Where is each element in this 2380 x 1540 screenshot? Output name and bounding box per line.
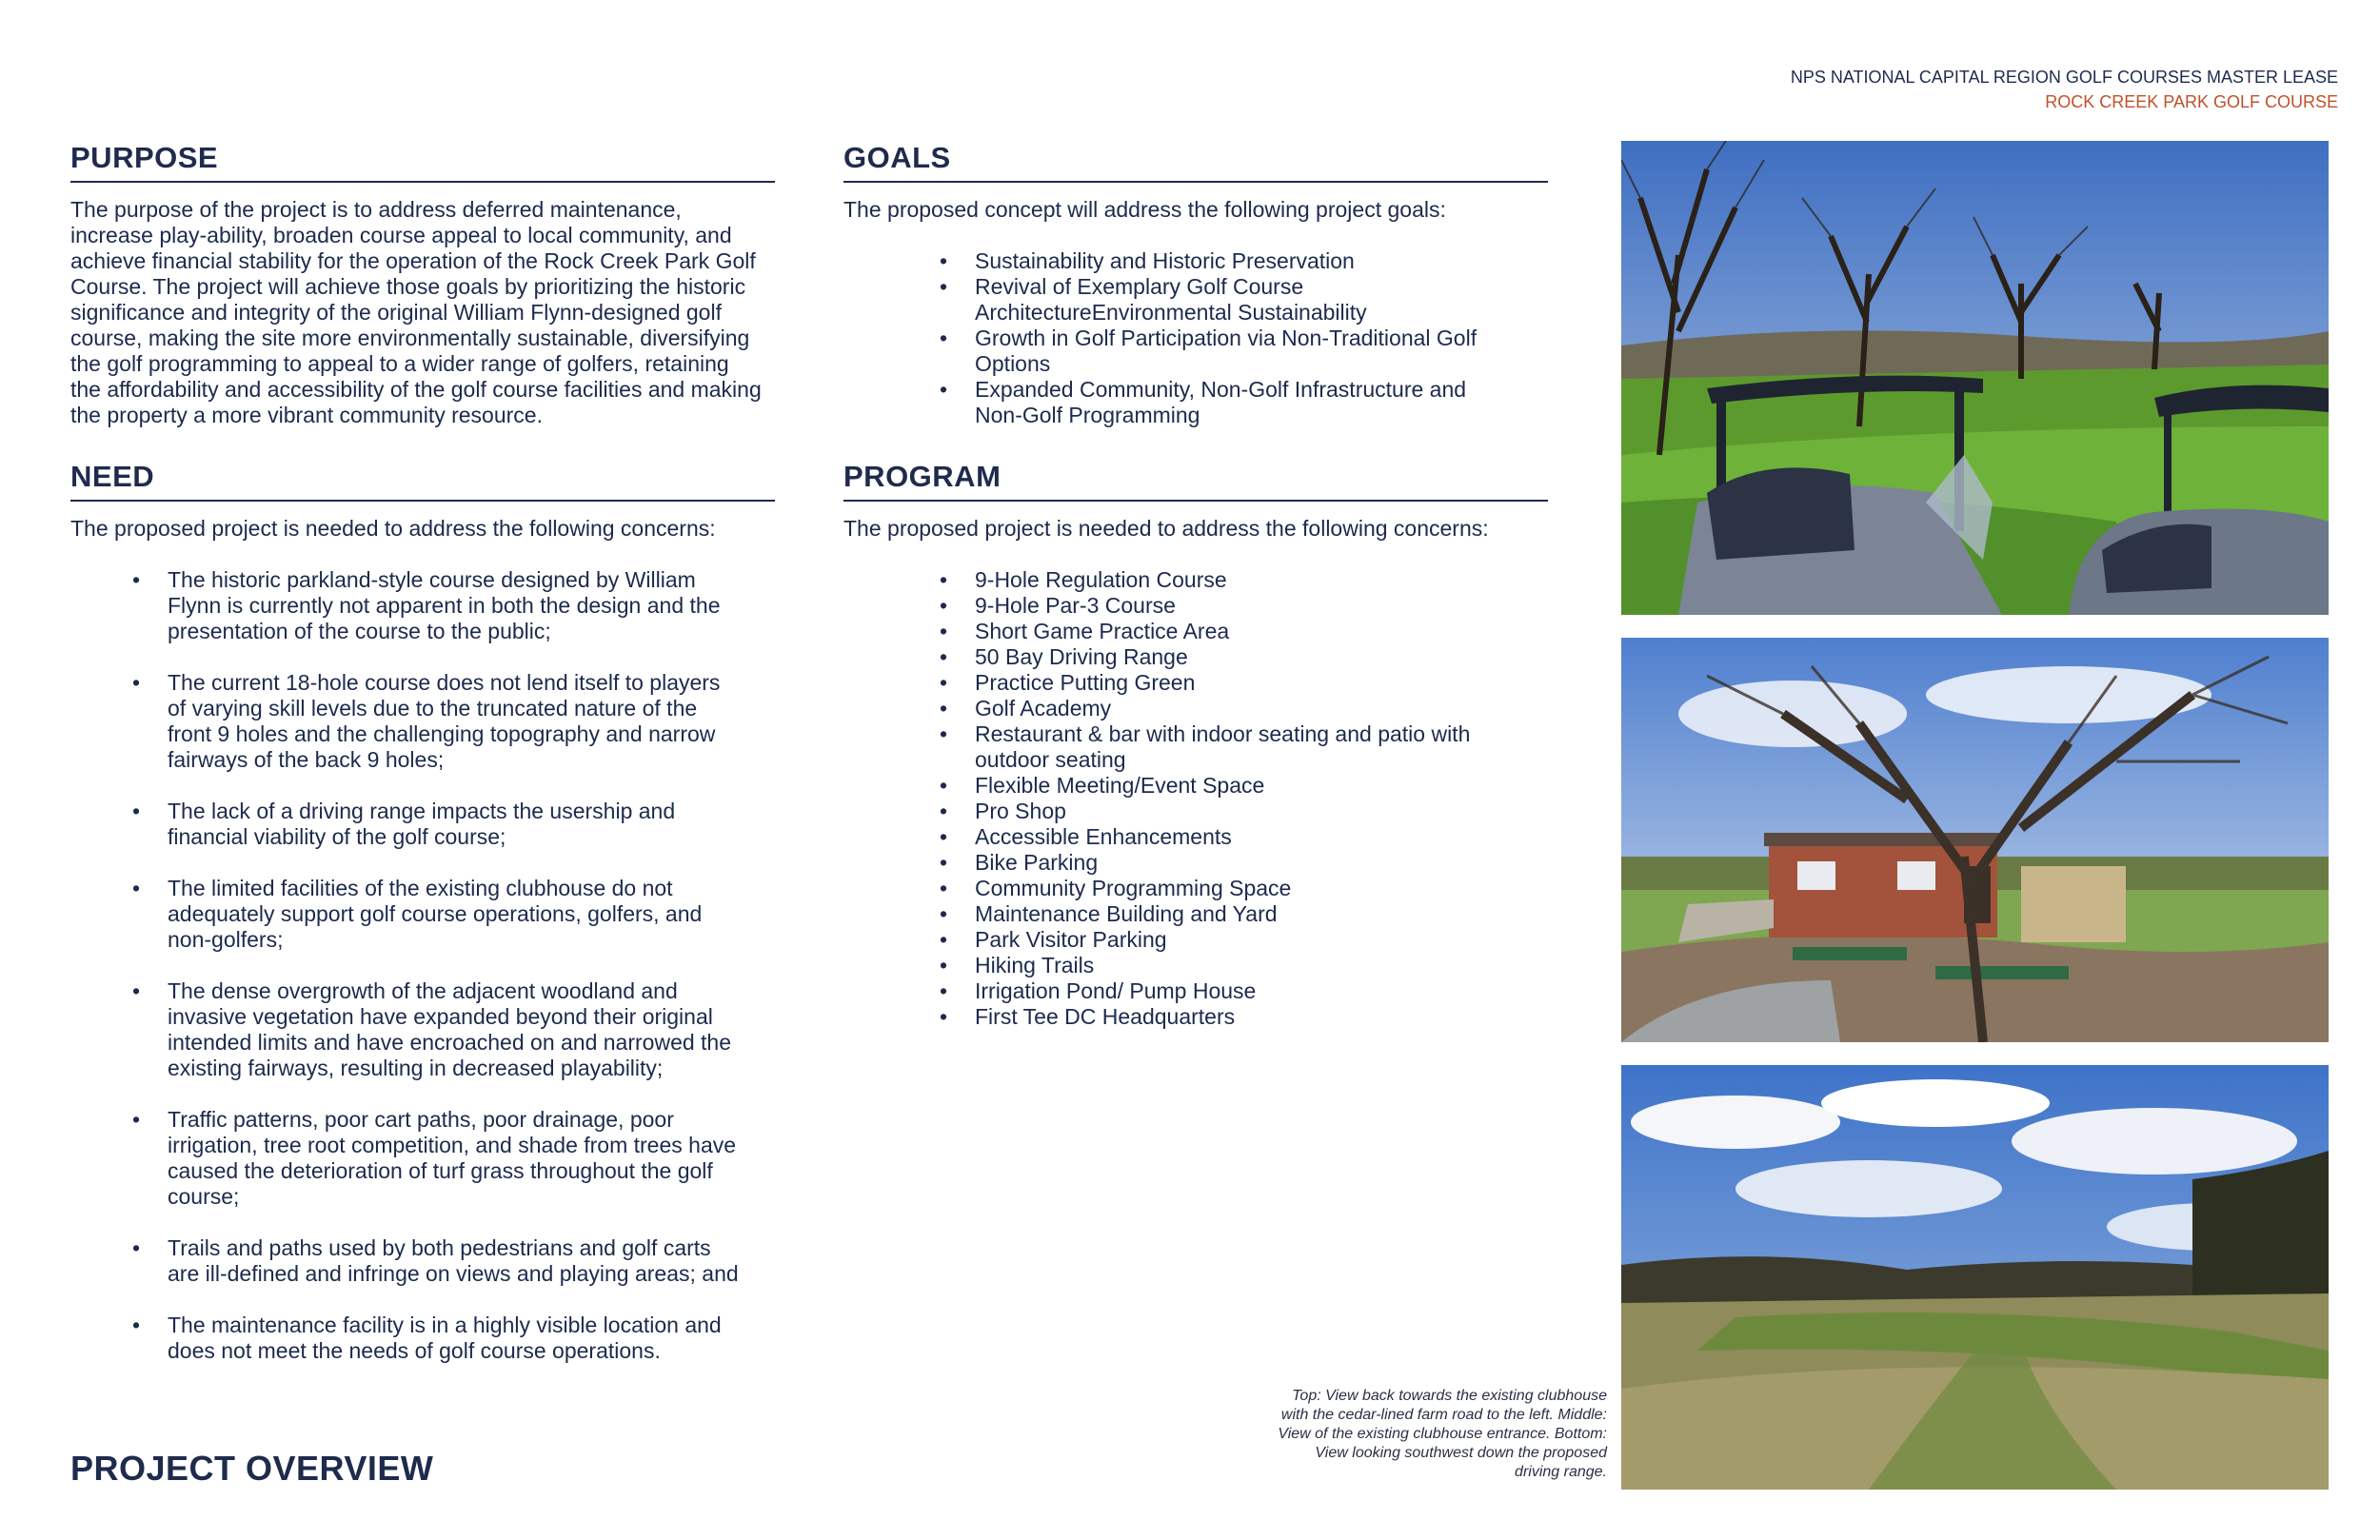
list-item: • Sustainability and Historic Preservation xyxy=(940,248,1511,274)
page-title: PROJECT OVERVIEW xyxy=(70,1449,434,1488)
list-item: • Flexible Meeting/Event Space xyxy=(940,773,1492,799)
header-line-2: ROCK CREEK PARK GOLF COURSE xyxy=(2045,92,2338,111)
list-item: • The dense overgrowth of the adjacent woodland and invasive vegetation have expanded beyond their original intended limits and have encroached on and narrowed the existing fairways, resulting in decreased playability; xyxy=(132,978,742,1081)
header-line-1: NPS NATIONAL CAPITAL REGION GOLF COURSES MASTER LEASE xyxy=(1790,68,2338,87)
program-list xyxy=(940,567,1492,1030)
goals-intro: The proposed concept will address the following project goals: xyxy=(843,197,1446,222)
list-item: • 9-Hole Par-3 Course xyxy=(940,593,1492,619)
list-item: • Trails and paths used by both pedestrians and golf carts are ill-defined and infringe on views and playing areas; and xyxy=(132,1235,742,1287)
list-item: • Irrigation Pond/ Pump House xyxy=(940,978,1492,1004)
list-item: • Revival of Exemplary Golf Course ArchitectureEnvironmental Sustainability xyxy=(940,274,1511,326)
list-item: • Accessible Enhancements xyxy=(940,824,1492,850)
photo-caption: Top: View back towards the existing clubhouse with the cedar-lined farm road to the left. Middle: View of the existing clubhouse entrance. Bottom: View looking southwest down the proposed driving range. xyxy=(1278,1388,1607,1480)
photo-driving-range xyxy=(1621,1065,2329,1490)
list-item: • The maintenance facility is in a highly visible location and does not meet the needs of golf course operations. xyxy=(132,1313,742,1364)
list-item: • The current 18-hole course does not lend itself to players of varying skill levels due to the truncated nature of the front 9 holes and the challenging topography and narrow fairways of the back 9 holes; xyxy=(132,670,742,773)
driving-range-illustration xyxy=(1621,1065,2329,1490)
purpose-text: The purpose of the project is to address deferred maintenance, increase play-ability, broaden course appeal to local community, and achieve financial stability for the operation of the Rock Creek Park Golf Course. The project will achieve those goals by prioritizing the historic significance and integrity of the original William Flynn-designed golf course, making the site more environmentally sustainable, diversifying the golf programming to appeal to a wider range of golfers, retaining the affordability and accessibility of the golf course facilities and making the property a more vibrant community resource. xyxy=(70,197,762,427)
list-item: • Pro Shop xyxy=(940,799,1492,824)
list-item: • Practice Putting Green xyxy=(940,670,1492,696)
document-header xyxy=(1791,65,2338,114)
need-list xyxy=(132,567,742,1390)
list-item: • Bike Parking xyxy=(940,850,1492,876)
list-item: • Hiking Trails xyxy=(940,953,1492,978)
list-item: • The lack of a driving range impacts the usership and financial viability of the golf course; xyxy=(132,799,742,850)
list-item: • Growth in Golf Participation via Non-Traditional Golf Options xyxy=(940,326,1511,377)
list-item: • 9-Hole Regulation Course xyxy=(940,567,1492,593)
need-intro: The proposed project is needed to address the following concerns: xyxy=(70,516,716,541)
list-item: • 50 Bay Driving Range xyxy=(940,644,1492,670)
list-item: • The historic parkland-style course designed by William Flynn is currently not apparent in both the design and the presentation of the course to the public; xyxy=(132,567,742,644)
need-heading: NEED xyxy=(70,460,775,502)
list-item: • Maintenance Building and Yard xyxy=(940,901,1492,927)
list-item: • First Tee DC Headquarters xyxy=(940,1004,1492,1030)
golf-carts-illustration xyxy=(1621,141,2329,615)
goals-heading: GOALS xyxy=(843,141,1548,183)
goals-list xyxy=(940,248,1511,428)
program-heading: PROGRAM xyxy=(843,460,1548,502)
purpose-heading: PURPOSE xyxy=(70,141,775,183)
list-item: • Traffic patterns, poor cart paths, poor drainage, poor irrigation, tree root competition, and shade from trees have caused the deterioration of turf grass throughout the golf course; xyxy=(132,1107,742,1210)
clubhouse-illustration xyxy=(1621,638,2329,1042)
list-item: • Short Game Practice Area xyxy=(940,619,1492,644)
list-item: • Golf Academy xyxy=(940,696,1492,721)
list-item: • Community Programming Space xyxy=(940,876,1492,901)
list-item: • Restaurant & bar with indoor seating and patio with outdoor seating xyxy=(940,721,1492,773)
photo-clubhouse xyxy=(1621,638,2329,1042)
program-intro: The proposed project is needed to address the following concerns: xyxy=(843,516,1489,541)
list-item: • Expanded Community, Non-Golf Infrastructure and Non-Golf Programming xyxy=(940,377,1511,428)
list-item: • Park Visitor Parking xyxy=(940,927,1492,953)
list-item: • The limited facilities of the existing clubhouse do not adequately support golf course operations, golfers, and non-golfers; xyxy=(132,876,742,953)
photo-golf-carts xyxy=(1621,141,2329,615)
